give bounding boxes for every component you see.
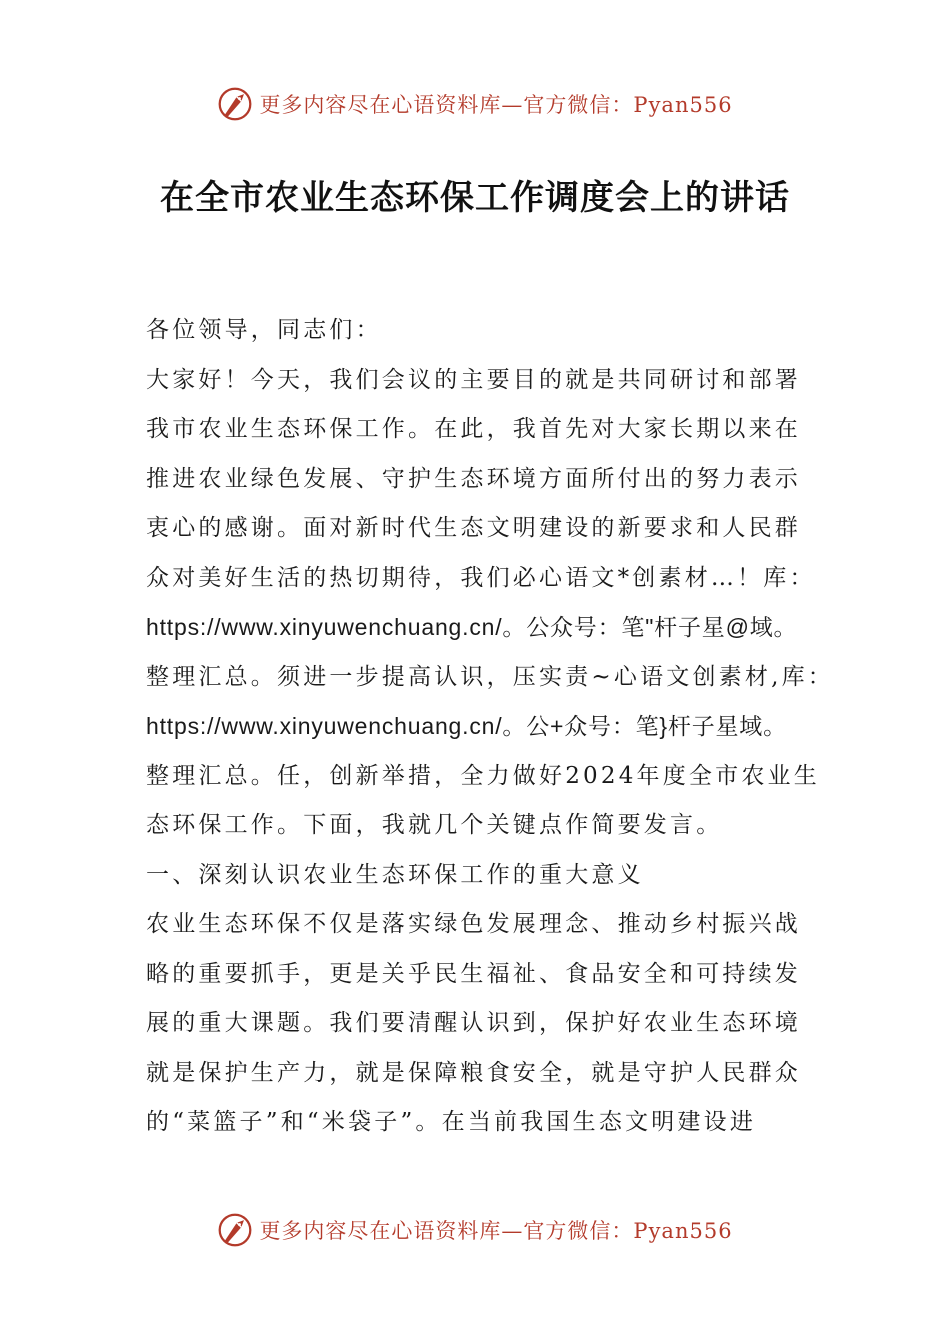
body-line: 农业生态环保不仅是落实绿色发展理念、推动乡村振兴战 — [146, 911, 801, 937]
body-line: 衷心的感谢。面对新时代生态文明建设的新要求和人民群 — [146, 515, 801, 541]
body-line: 推进农业绿色发展、守护生态环境方面所付出的努力表示 — [146, 465, 801, 492]
pen-nib-logo-icon — [217, 86, 253, 122]
body-line: 各位领导，同志们： — [146, 317, 382, 343]
body-line: 就是保护生产力，就是保障粮食安全，就是守护人民群众 — [146, 1059, 801, 1086]
document-body — [146, 306, 834, 1148]
body-line: 的“菜篮子”和“米袋子”。在当前我国生态文明建设进 — [146, 1109, 757, 1135]
body-line: 略的重要抓手，更是关乎民生福祉、食品安全和可持续发 — [146, 960, 801, 987]
body-line: 我市农业生态环保工作。在此，我首先对大家长期以来在 — [146, 416, 801, 442]
document-title: 在全市农业生态环保工作调度会上的讲话 — [160, 178, 790, 218]
watermark-text: 更多内容尽在心语资料库—官方微信：Pyan556 — [259, 93, 733, 117]
body-line: 展的重大课题。我们要清醒认识到，保护好农业生态环境 — [146, 1010, 801, 1036]
section-heading: 一、深刻认识农业生态环保工作的重大意义 — [146, 861, 644, 888]
footer-watermark-banner — [0, 1208, 950, 1252]
body-line-url: https://www.xinyuwenchuang.cn/。公众号：笔"杆子星@域。 — [146, 614, 798, 640]
pen-nib-logo-icon — [217, 1212, 253, 1248]
body-line-url: https://www.xinyuwenchuang.cn/。公+众号：笔}杆子星域。 — [146, 713, 787, 739]
body-line: 大家好！今天，我们会议的主要目的就是共同研讨和部署 — [146, 366, 801, 393]
header-watermark-banner — [0, 82, 950, 126]
watermark-text: 更多内容尽在心语资料库—官方微信：Pyan556 — [259, 1219, 733, 1243]
body-line: 众对美好生活的热切期待，我们必心语文*创素材…！库： — [146, 564, 816, 591]
body-line: 整理汇总。任，创新举措，全力做好2024年度全市农业生 — [146, 762, 820, 789]
body-line: 整理汇总。须进一步提高认识，压实责~心语文创素材,库： — [146, 663, 834, 690]
body-line: 态环保工作。下面，我就几个关键点作简要发言。 — [146, 812, 723, 838]
